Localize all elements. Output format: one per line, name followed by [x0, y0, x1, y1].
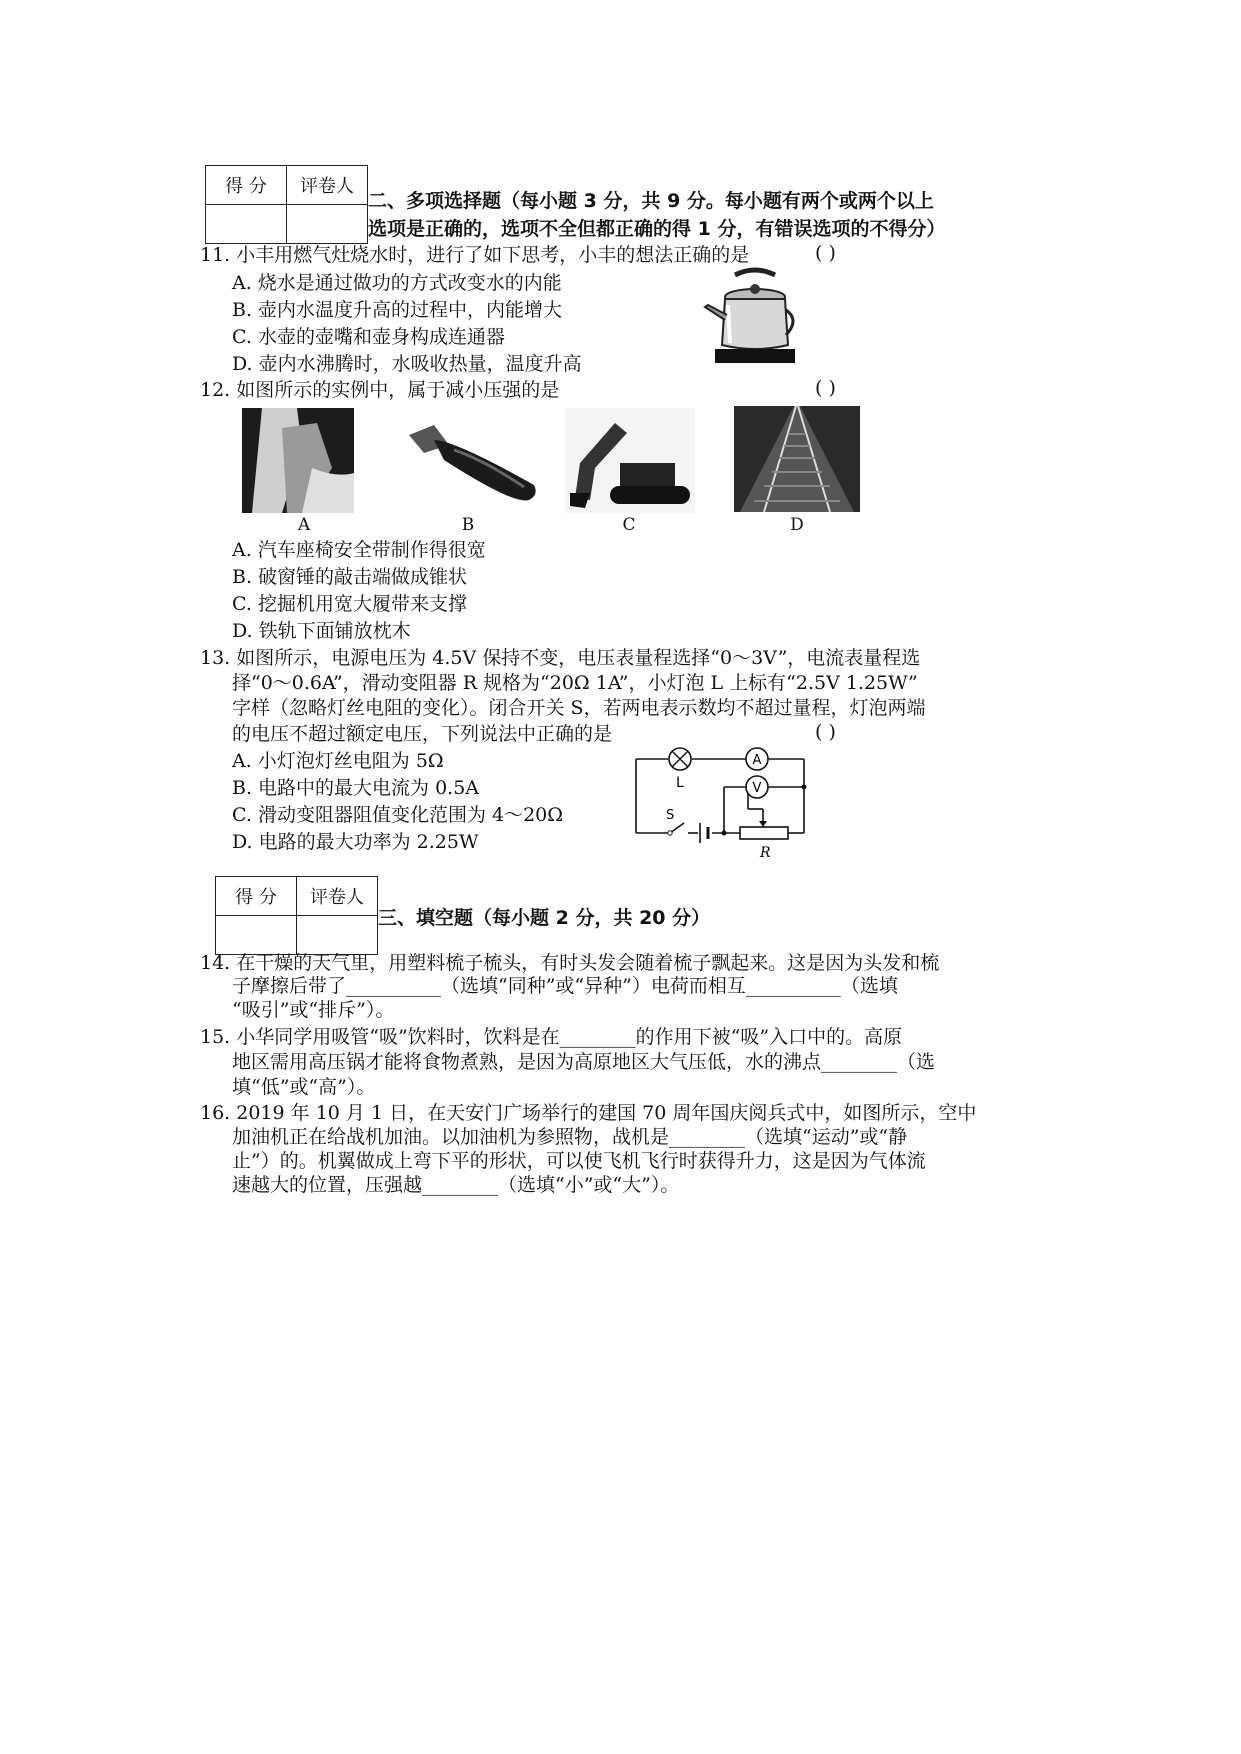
- q12-option-d: D. 铁轨下面铺放枕木: [232, 620, 411, 642]
- section2-title-line2: 选项是正确的，选项不全但都正确的得 1 分，有错误选项的不得分）: [368, 218, 946, 240]
- lamp-label: L: [676, 775, 684, 791]
- circuit-diagram: [628, 745, 813, 863]
- switch-label: S: [666, 808, 675, 823]
- ammeter-icon: [746, 748, 768, 770]
- ammeter-label: A: [752, 753, 762, 768]
- grader-cell[interactable]: [287, 205, 368, 244]
- q13-option-c: C. 滑动变阻器阻值变化范围为 4～20Ω: [232, 804, 563, 826]
- q13-line3: 字样（忽略灯丝电阻的变化）。闭合开关 S，若两电表示数均不超过量程，灯泡两端: [232, 697, 926, 719]
- q11-option-c: C. 水壶的壶嘴和壶身构成连通器: [232, 326, 505, 348]
- kettle-image: [700, 265, 810, 370]
- q15-line1: 15. 小华同学用吸管“吸”饮料时，饮料是在________的作用下被“吸”入口中的。高原: [200, 1026, 903, 1048]
- q14-line1: 14. 在干燥的天气里，用塑料梳子梳头，有时头发会随着梳子飘起来。这是因为头发和梳: [200, 952, 940, 974]
- safety-hammer-image: [404, 415, 542, 505]
- q13-answer-paren[interactable]: ( ): [815, 721, 836, 743]
- section3-title: 三、填空题（每小题 2 分，共 20 分）: [378, 907, 711, 929]
- score-label: 得 分: [206, 166, 287, 205]
- rheostat-label: R: [760, 845, 771, 861]
- q11-option-a: A. 烧水是通过做功的方式改变水的内能: [232, 272, 562, 294]
- q16-line2: 加油机正在给战机加油。以加油机为参照物，战机是________（选填“运动”或“静: [232, 1126, 908, 1148]
- score-table-section3: [215, 876, 378, 955]
- grader-label: 评卷人: [287, 166, 368, 205]
- q13-option-b: B. 电路中的最大电流为 0.5A: [232, 777, 480, 799]
- q16-line4: 速越大的位置，压强越________（选填“小”或“大”）。: [232, 1174, 680, 1196]
- voltmeter-label: V: [752, 781, 762, 796]
- q12-caption-d: D: [790, 515, 804, 535]
- q15-line3: 填“低”或“高”）。: [232, 1076, 376, 1098]
- q12-stem: 12. 如图所示的实例中，属于减小压强的是: [200, 379, 560, 401]
- q11-option-d: D. 壶内水沸腾时，水吸收热量，温度升高: [232, 353, 582, 375]
- q13-line1: 13. 如图所示，电源电压为 4.5V 保持不变，电压表量程选择“0～3V”，电流表量程选: [200, 647, 921, 669]
- score-cell[interactable]: [206, 205, 287, 244]
- grader-label: 评卷人: [297, 877, 378, 916]
- q16-line1: 16. 2019 年 10 月 1 日，在天安门广场举行的建国 70 周年国庆阅兵式中，如图所示，空中: [200, 1102, 977, 1124]
- q16-line3: 止”）的。机翼做成上弯下平的形状，可以使飞机飞行时获得升力，这是因为气体流: [232, 1150, 926, 1172]
- grader-cell[interactable]: [297, 916, 378, 955]
- q12-option-c: C. 挖掘机用宽大履带来支撑: [232, 593, 467, 615]
- seatbelt-image: [242, 408, 354, 513]
- lamp-icon: [669, 748, 691, 770]
- voltmeter-icon: [746, 776, 768, 798]
- q11-answer-paren[interactable]: ( ): [815, 242, 836, 264]
- score-label: 得 分: [216, 877, 297, 916]
- q11-stem: 11. 小丰用燃气灶烧水时，进行了如下思考，小丰的想法正确的是: [200, 244, 750, 266]
- q13-option-d: D. 电路的最大功率为 2.25W: [232, 831, 479, 853]
- score-table-section2: [205, 165, 368, 244]
- section2-title-line1: 二、多项选择题（每小题 3 分，共 9 分。每小题有两个或两个以上: [368, 190, 934, 212]
- railway-image: [734, 406, 860, 512]
- q12-answer-paren[interactable]: ( ): [815, 377, 836, 399]
- q13-option-a: A. 小灯泡灯丝电阻为 5Ω: [232, 750, 444, 772]
- q13-line2: 择“0～0.6A”，滑动变阻器 R 规格为“20Ω 1A”，小灯泡 L 上标有“2.5V 1.25W”: [232, 672, 918, 694]
- q12-option-a: A. 汽车座椅安全带制作得很宽: [232, 539, 486, 561]
- q14-line3: “吸引”或“排斥”）。: [232, 999, 395, 1021]
- q12-caption-c: C: [622, 515, 636, 535]
- q12-caption-b: B: [461, 515, 475, 535]
- excavator-image: [565, 408, 695, 513]
- score-cell[interactable]: [216, 916, 297, 955]
- q12-caption-a: A: [297, 515, 311, 535]
- q11-option-b: B. 壶内水温度升高的过程中，内能增大: [232, 299, 563, 321]
- q15-line2: 地区需用高压锅才能将食物煮熟，是因为高原地区大气压低，水的沸点________（选: [232, 1051, 936, 1073]
- q13-line4: 的电压不超过额定电压，下列说法中正确的是: [232, 723, 613, 745]
- q12-option-b: B. 破窗锤的敲击端做成锥状: [232, 566, 468, 588]
- q14-line2: 子摩擦后带了__________（选填“同种”或“异种”）电荷而相互__________（选填: [232, 975, 898, 997]
